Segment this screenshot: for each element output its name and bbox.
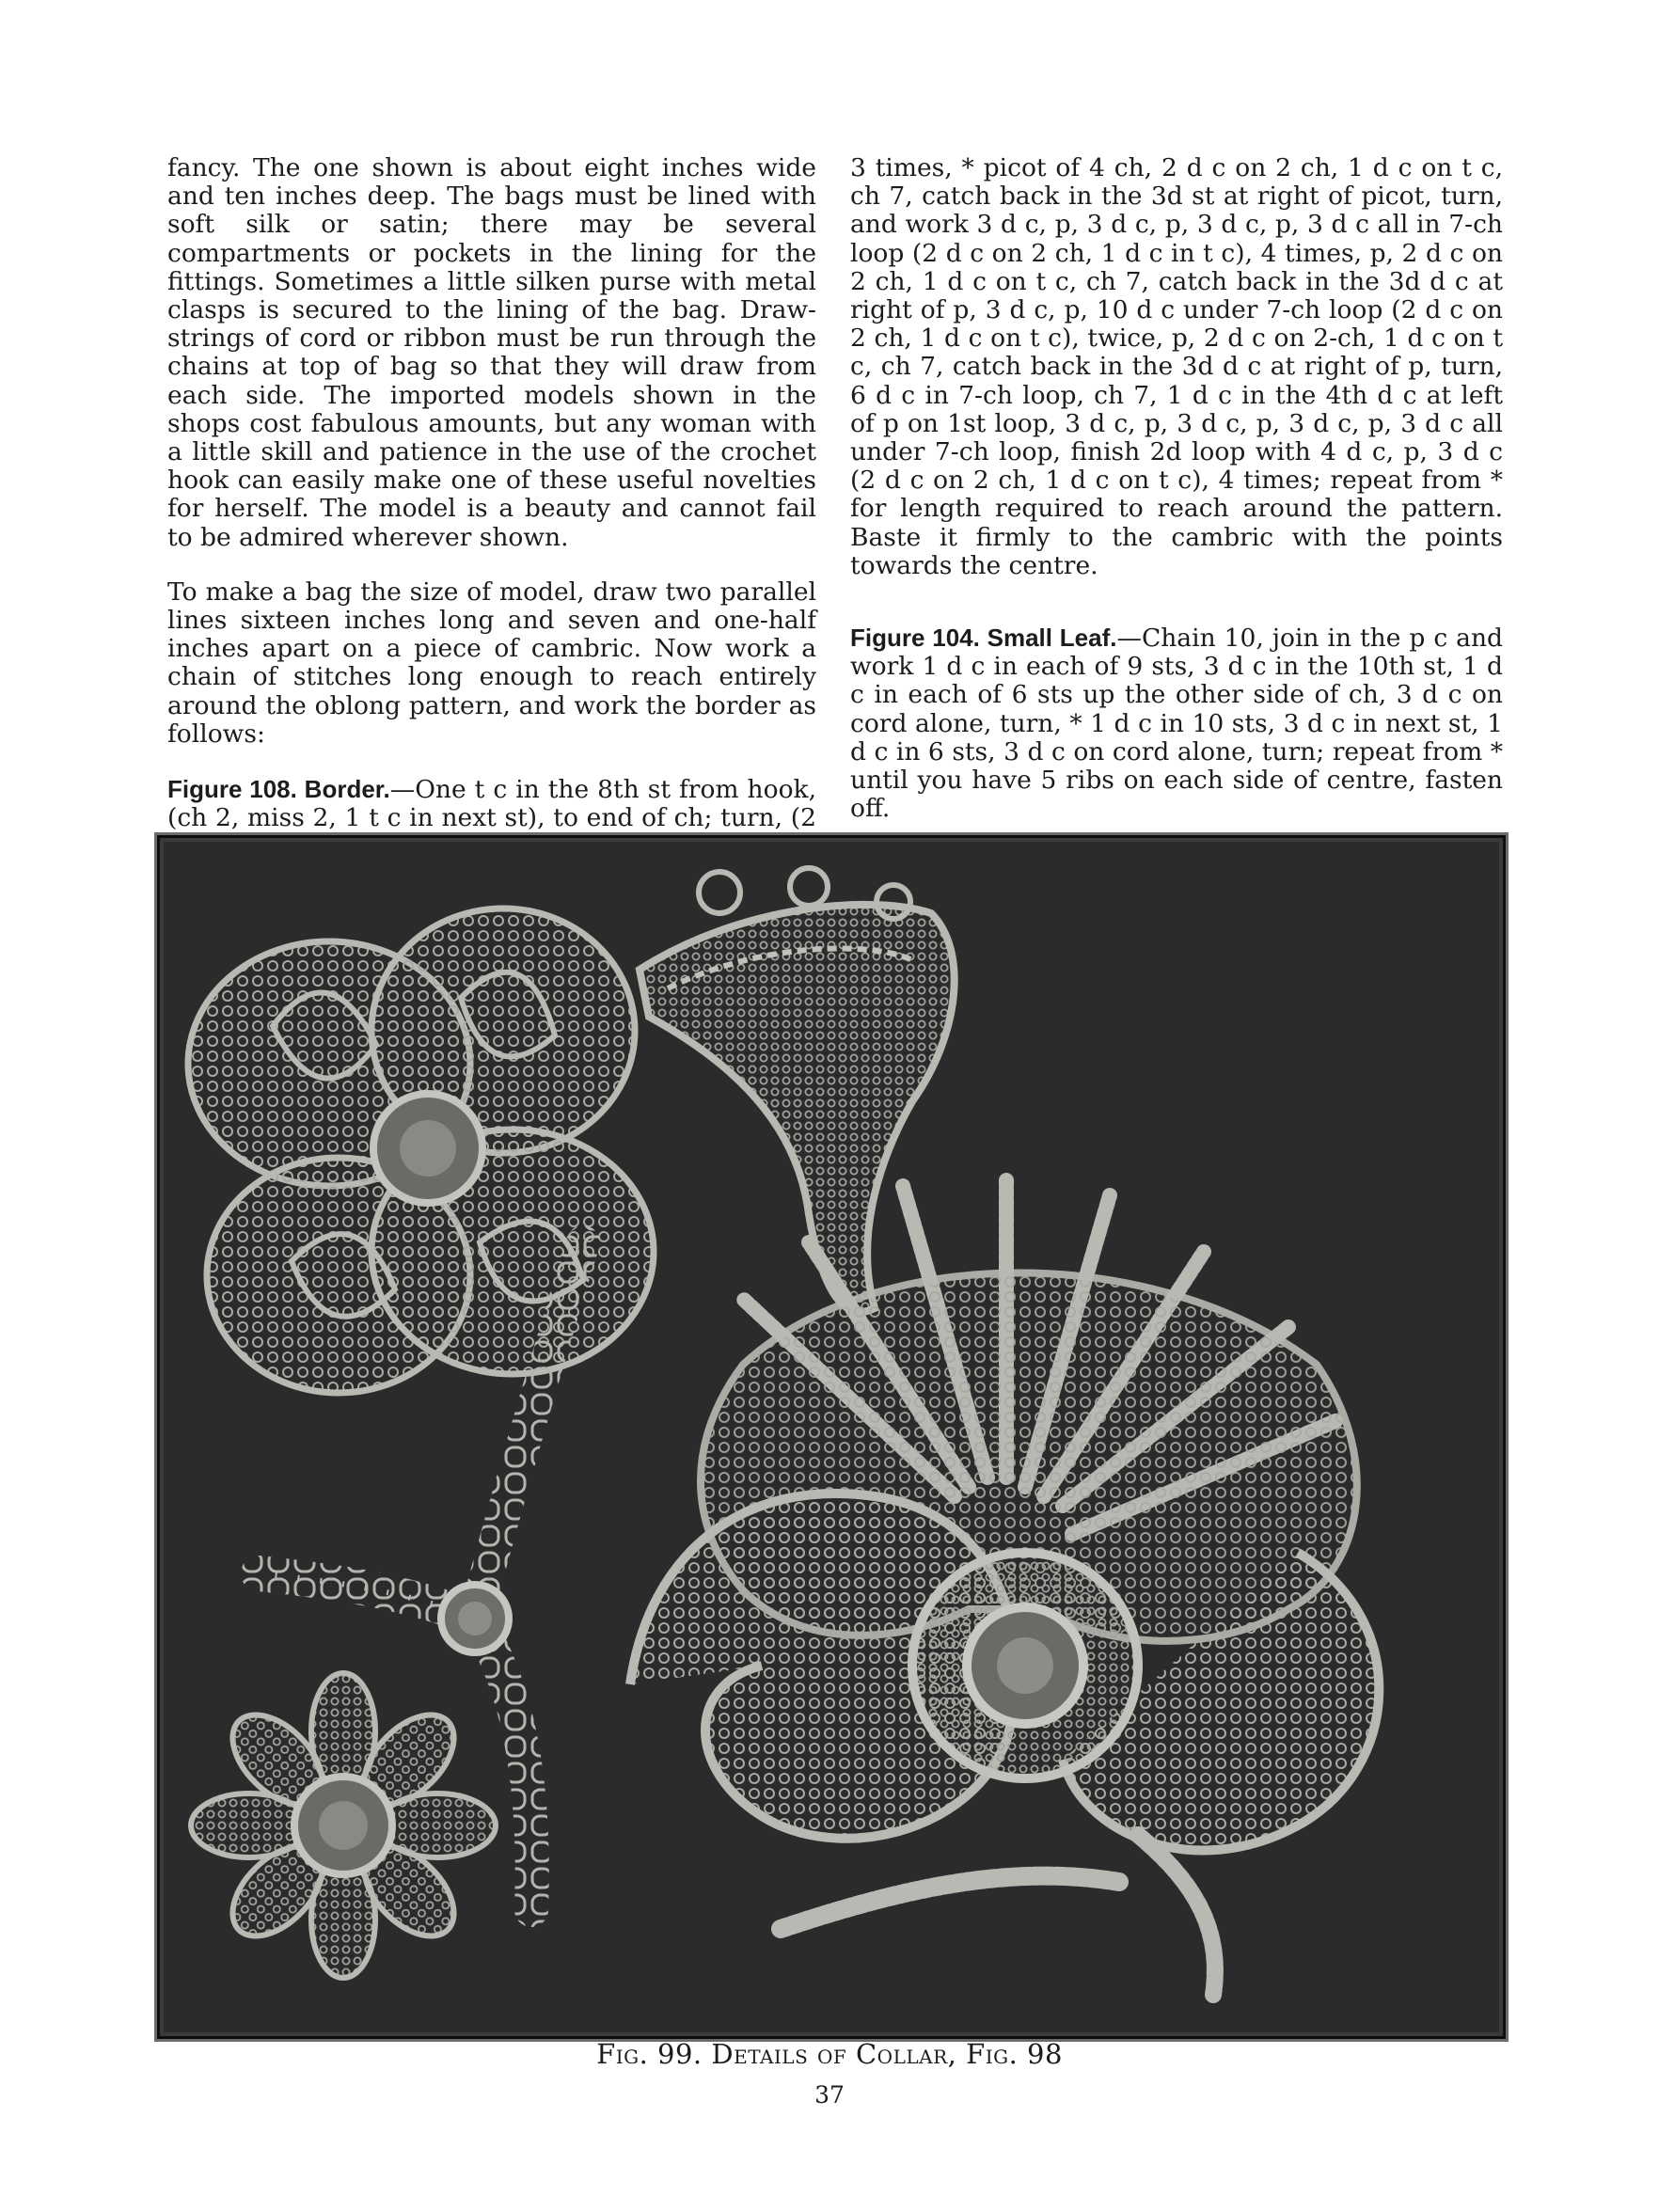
figure-108-text: —One t c in the 8th st from hook, (ch 2, miss 2, 1 t c in next st), to end of ch; turn, (2 (167, 775, 817, 833)
right-paragraph-1: 3 times, * picot of 4 ch, 2 d c on 2 ch, 1 d c on t c, ch 7, catch back in the 3d st at right of picot, turn, and work 3 d c, p, 3 d c, p, 3 d c, p, 3 d c all in 7-ch loop (2 d c on 2 ch, 1 d c in t c), 4 times, p, 2 d c on 2 ch, 1 d c on t c, ch 7, catch back in the 3d d c at right of p, 3 d c, p, 10 d c under 7-ch loop (2 d c on 2 ch, 1 d c on t c), twice, p, 2 d c on 2-ch, 1 d c on t c, ch 7, catch back in the 3d d c at right of p, turn, 6 d c in 7-ch loop, ch 7, 1 d c in the 4th d c at left of p on 1st loop, 3 d c, p, 3 d c, p, 3 d c, p, 3 d c all under 7-ch loop, finish 2d loop with 4 d c, p, 3 d c (2 d c on 2 ch, 1 d c on t c), 4 times; repeat from * for length required to reach around the pattern. Baste it firmly to the cambric with the points towards the centre. (850, 153, 1503, 580)
figure-108-heading: Figure 108. Border. (167, 775, 390, 804)
scalloped-border-motif (640, 868, 955, 1312)
crochet-lace-photograph (157, 835, 1506, 2039)
figure-caption: Fig. 99. Details of Collar, Fig. 98 (596, 2038, 1063, 2070)
left-text-column (167, 154, 816, 861)
large-rose-motif (630, 1177, 1379, 1995)
lace-motifs-illustration (160, 838, 1503, 2036)
four-petal-flower-motif (188, 908, 654, 1393)
right-text-column (850, 154, 1503, 823)
figure-104-text: —Chain 10, join in the p c and work 1 d c in each of 9 sts, 3 d c in the 10th st, 1 d c in each of 6 sts up the other side of ch, 3 d c on cord alone, turn, * 1 d c in 10 sts, 3 d c in next st, 1 d c in 6 sts, 3 d c on cord alone, turn; repeat from * until you have 5 ribs on each side of centre, fasten off. (850, 624, 1503, 824)
small-daisy-motif (191, 1673, 496, 1978)
left-paragraph-1: fancy. The one shown is about eight inches wide and ten inches deep. The bags must be lined with soft silk or satin; there may be several compartments or pockets in the lining for the fittings. Sometimes a little silken purse with metal clasps is secured to the lining of the bag. Draw-strings of cord or ribbon must be run through the chains at top of bag so that they will draw from each side. The imported models shown in the shops cost fabulous amounts, but any woman with a little skill and patience in the use of the crochet hook can easily make one of these useful novelties for herself. The model is a beauty and cannot fail to be admired wherever shown. (167, 153, 816, 552)
figure-104-heading: Figure 104. Small Leaf. (850, 624, 1117, 653)
left-paragraph-2: To make a bag the size of model, draw two parallel lines sixteen inches long and seven and one-half inches apart on a piece of cambric. Now work a chain of stitches long enough to reach entirely around the oblong pattern, and work the border as follows: (167, 577, 816, 749)
page-number: 37 (814, 2081, 845, 2109)
right-paragraph-2 (850, 624, 1503, 823)
